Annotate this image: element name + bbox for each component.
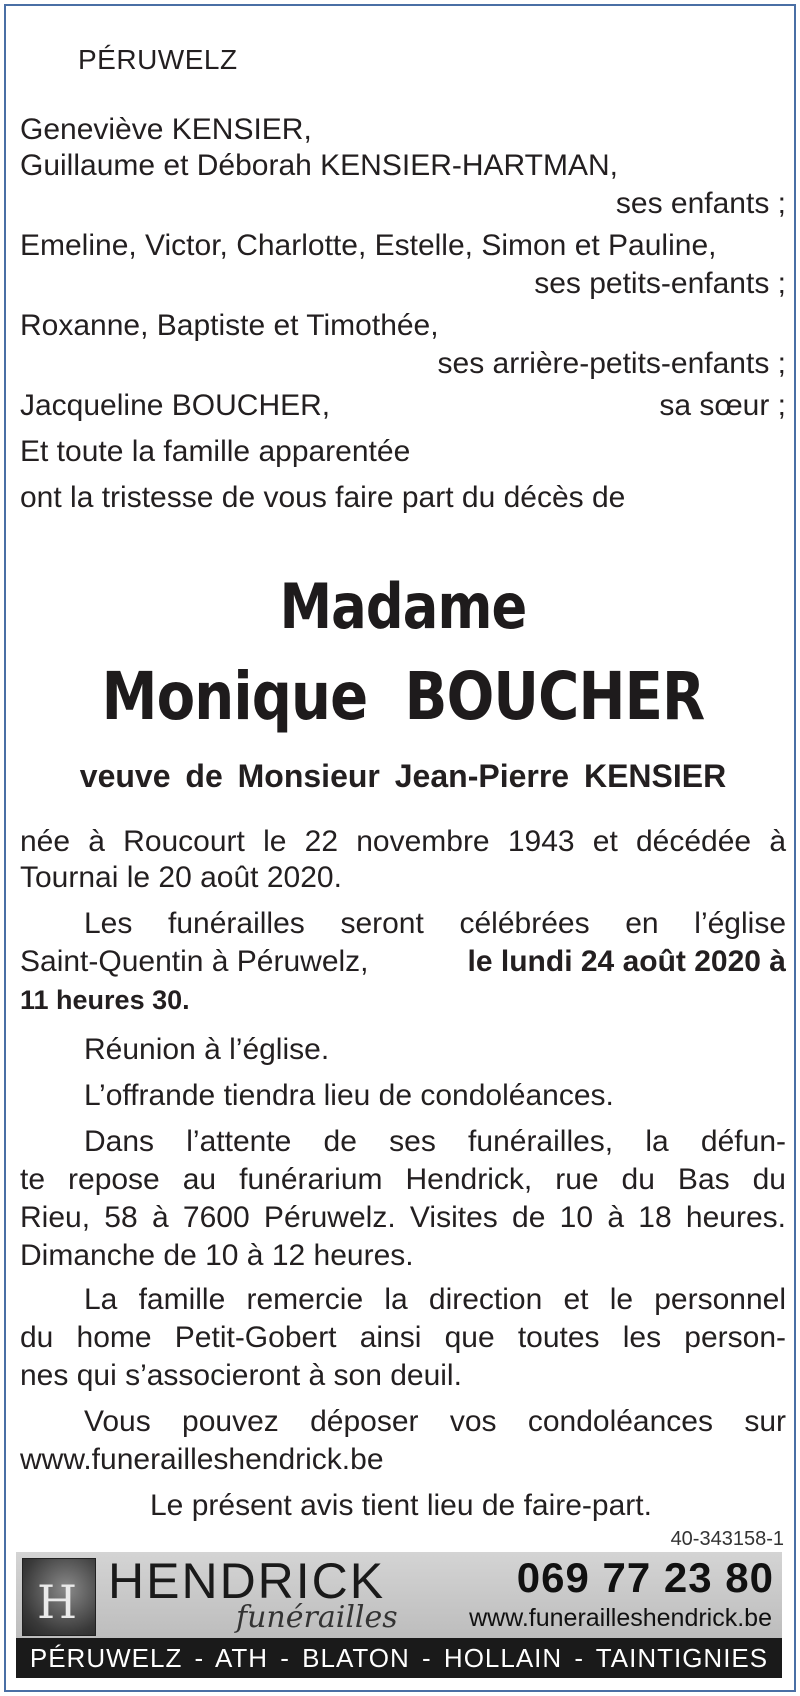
family-line: Emeline, Victor, Charlotte, Estelle, Simon et Pauline, xyxy=(20,229,717,262)
funeral-date: le lundi 24 août 2020 à xyxy=(467,945,786,978)
funeral-line: Les funérailles seront célébrées en l’église xyxy=(84,907,786,940)
reunion-line: Réunion à l’église. xyxy=(84,1033,330,1066)
phone-number[interactable]: 069 77 23 80 xyxy=(516,1554,774,1601)
family-closing: Et toute la famille apparentée xyxy=(20,435,411,468)
funeral-place: Saint-Quentin à Péruwelz, xyxy=(20,945,369,978)
brand-subtitle: funérailles xyxy=(236,1600,398,1635)
thanks-line: nes qui s’associeront à son deuil. xyxy=(20,1359,462,1392)
obituary-frame xyxy=(4,4,796,1692)
family-relation: ses arrière-petits-enfants ; xyxy=(437,347,786,380)
wait-line: Dans l’attente de ses funérailles, la défun- xyxy=(84,1125,786,1158)
thanks-line: du home Petit-Gobert ainsi que toutes les person- xyxy=(20,1321,786,1354)
funeral-line xyxy=(20,944,786,980)
city-heading: PÉRUWELZ xyxy=(78,44,238,75)
sister-name: Jacqueline BOUCHER, xyxy=(20,389,331,422)
wait-line: Rieu, 58 à 7600 Péruwelz. Visites de 10 à 18 heures. xyxy=(20,1201,786,1234)
locations-bar: PÉRUWELZ - ATH - BLATON - HOLLAIN - TAINTIGNIES xyxy=(16,1638,782,1678)
deceased-name: Monique BOUCHER xyxy=(101,658,705,735)
family-relation: ses petits-enfants ; xyxy=(534,267,786,300)
reference-number: 40-343158-1 xyxy=(670,1528,784,1550)
family-line: Roxanne, Baptiste et Timothée, xyxy=(20,309,439,342)
brand-name: HENDRICK xyxy=(108,1553,386,1609)
offering-line: L’offrande tiendra lieu de condoléances. xyxy=(84,1079,614,1112)
logo-letter: H xyxy=(37,1575,78,1629)
hendrick-logo-icon xyxy=(22,1558,96,1636)
family-line: Geneviève KENSIER, xyxy=(20,113,312,146)
sister-relation: sa sœur ; xyxy=(659,389,786,422)
deceased-title: Madame xyxy=(279,570,527,643)
funeral-time: 11 heures 30. xyxy=(20,985,190,1015)
banner-website[interactable]: www.funerailleshendrick.be xyxy=(469,1604,772,1632)
family-line: Guillaume et Déborah KENSIER-HARTMAN, xyxy=(20,149,618,182)
birth-line: Tournai le 20 août 2020. xyxy=(20,861,342,894)
notice-line: Le présent avis tient lieu de faire-part. xyxy=(150,1489,652,1522)
widow-of: veuve de Monsieur Jean-Pierre KENSIER xyxy=(79,758,727,794)
wait-line: te repose au funérarium Hendrick, rue du Bas du xyxy=(20,1163,786,1196)
condolence-website[interactable]: www.funerailleshendrick.be xyxy=(20,1443,384,1476)
family-closing: ont la tristesse de vous faire part du décès de xyxy=(20,481,626,514)
birth-line: née à Roucourt le 22 novembre 1943 et décédée à xyxy=(20,825,786,858)
family-relation: ses enfants ; xyxy=(615,187,786,220)
thanks-line: La famille remercie la direction et le personnel xyxy=(84,1283,786,1316)
wait-line: Dimanche de 10 à 12 heures. xyxy=(20,1239,414,1272)
condolence-line: Vous pouvez déposer vos condoléances sur xyxy=(84,1405,786,1438)
funeral-home-banner xyxy=(16,1552,782,1638)
